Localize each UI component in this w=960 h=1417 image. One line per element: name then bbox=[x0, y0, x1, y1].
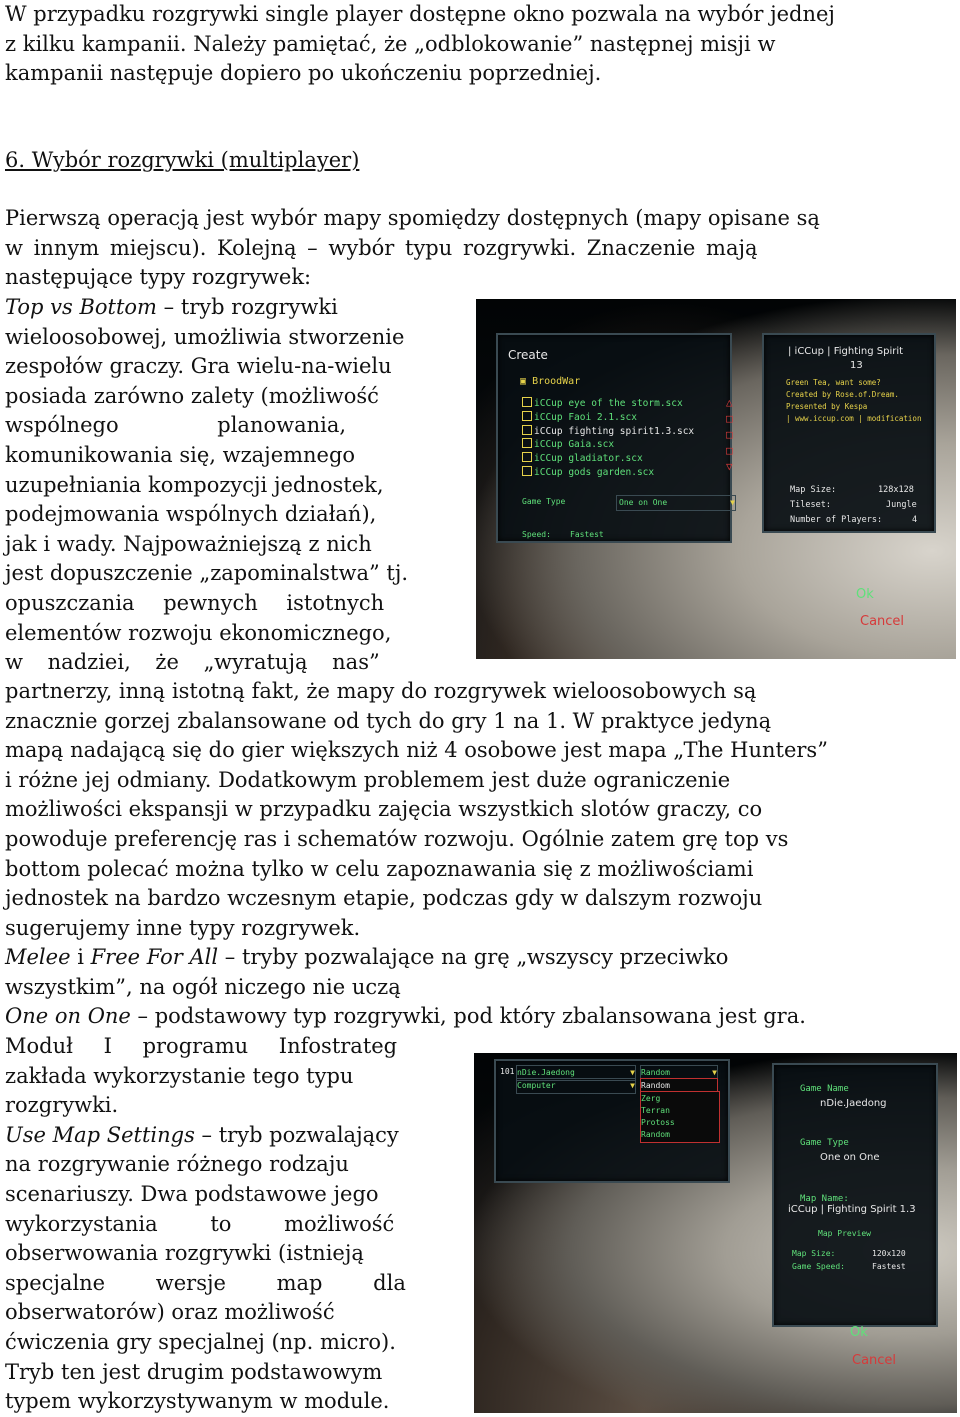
intro-line: z kilku kampanii. Należy pamiętać, że „odblokowanie” następnej misji w bbox=[5, 31, 776, 56]
list-item[interactable]: Protoss bbox=[641, 1118, 675, 1127]
list-item[interactable]: iCCup gods garden.scx bbox=[522, 466, 694, 480]
list-item[interactable]: iCCup gladiator.scx bbox=[522, 452, 694, 466]
map-info-title: | iCCup | Fighting Spirit bbox=[788, 346, 904, 357]
scroll-up-icon: △ bbox=[726, 396, 733, 409]
folder-broodwar[interactable]: ▣ BroodWar bbox=[520, 376, 581, 387]
list-item[interactable]: Random bbox=[641, 1130, 670, 1139]
map-info-description: Green Tea, want some? Created by Rose.of.Dream. Presented by Kespa | www.iccup.com | modification bbox=[786, 378, 922, 423]
ok-button[interactable]: Ok bbox=[856, 587, 874, 602]
create-title: Create bbox=[508, 348, 548, 362]
game-name: nDie.Jaedong bbox=[820, 1098, 887, 1109]
melee-paragraph: Melee i Free For All – tryby pozwalające na grę „wszyscy przeciwko wszystkim”, na ogół niczego nie uczą One on One – podstawowy typ rozgrywki, pod który zbalansowana jest gra. bbox=[5, 945, 806, 1029]
computer-slot-select[interactable]: Computer ▼ bbox=[516, 1078, 636, 1094]
map-info-number: 13 bbox=[850, 360, 863, 371]
game-type-label: Game Type bbox=[522, 497, 566, 506]
top-vs-bottom-continuation: partnerzy, inną istotną fakt, że mapy do rozgrywek wieloosobowych są znacznie gorzej zbalansowane od tych do gry 1 na 1. W praktyce jedyną mapą nadającą się do gier większych niż 4 osobowe jest mapa „The Hunters” i różne jej odmiany. Dodatkowym problemem jest duże ograniczenie możliwości ekspansji w przypadku zajęcia wszystkich slotów graczy, co powoduje preferencję ras i schematów rozwoju. Ogólnie zatem grę top vs bottom polecać można tylko w celu zapoznawania się z możliwościami jednostek na bardzo wczesnym etapie, podczas gdy w dalszym rozwoju sugerujemy inne typy rozgrywek. bbox=[5, 679, 828, 940]
para1: Pierwszą operacją jest wybór mapy spomiędzy dostępnych (mapy opisane są w innym miejscu). Kolejną – wybór typu rozgrywki. Znaczenie mają następujące typy rozgrywek: bbox=[5, 206, 820, 290]
speed-value[interactable]: Fastest bbox=[570, 530, 604, 539]
term-free-for-all: Free For All bbox=[90, 945, 219, 969]
cancel-button[interactable]: Cancel bbox=[860, 614, 905, 629]
map-name-label: Map Name: bbox=[800, 1194, 849, 1204]
speed-label: Speed: bbox=[522, 530, 551, 539]
cancel-button[interactable]: Cancel bbox=[852, 1353, 897, 1368]
race-select-2[interactable]: Random bbox=[640, 1078, 718, 1094]
map-name: iCCup | Fighting Spirit 1.3 bbox=[788, 1204, 916, 1215]
list-item[interactable]: Terran bbox=[641, 1106, 670, 1115]
list-item[interactable]: iCCup eye of the storm.scx bbox=[522, 397, 694, 411]
term-use-map-settings: Use Map Settings bbox=[5, 1122, 195, 1147]
map-file-list[interactable] bbox=[522, 397, 694, 480]
chevron-down-icon: ▼ bbox=[630, 1068, 635, 1077]
chevron-down-icon: ▼ bbox=[630, 1081, 635, 1090]
map-stats: Map Size: 120x120 Game Speed: Fastest bbox=[792, 1249, 906, 1271]
folder-icon: ▣ bbox=[520, 376, 527, 387]
list-item[interactable]: iCCup Faoi 2.1.scx bbox=[522, 411, 694, 425]
race-select-1[interactable]: Random ▼ bbox=[640, 1065, 718, 1081]
term-one-on-one: One on One bbox=[5, 1004, 131, 1029]
term-melee: Melee bbox=[5, 945, 71, 969]
ok-button[interactable]: Ok bbox=[850, 1325, 868, 1340]
intro-paragraph bbox=[5, 0, 955, 89]
race-dropdown[interactable] bbox=[640, 1091, 720, 1143]
screenshot-game-lobby bbox=[474, 1053, 957, 1413]
list-item[interactable]: Zerg bbox=[641, 1094, 661, 1103]
intro-line: kampanii następuje dopiero po ukończeniu poprzedniej. bbox=[5, 61, 602, 86]
term-top-vs-bottom: Top vs Bottom bbox=[5, 295, 157, 319]
chevron-down-icon: ▼ bbox=[730, 498, 735, 507]
game-name-label: Game Name bbox=[800, 1084, 849, 1094]
one-on-one-paragraph: Moduł I programu Infostrateg zakłada wykorzystanie tego typu rozgrywki. Use Map Settings – tryb pozwalający na rozgrywanie różnego rodzaju scenariuszy. Dwa podstawowe jego wykorzystania to możliwość obserwowania rozgrywki (istnieją specjalne wersje map dla obserwatorów) oraz możliwość ćwiczenia gry specjalnej (np. micro). Tryb ten jest drugim podstawowym typem wykorzystywanym w module. bbox=[5, 1034, 406, 1414]
map-preview-label: Map Preview bbox=[818, 1229, 871, 1238]
player-slot-select[interactable]: nDie.Jaedong ▼ bbox=[516, 1065, 636, 1081]
game-type-label: Game Type bbox=[800, 1138, 849, 1148]
slot-number: 101 bbox=[500, 1067, 515, 1076]
list-item[interactable]: iCCup Gaia.scx bbox=[522, 438, 694, 452]
section-heading: 6. Wybór rozgrywki (multiplayer) bbox=[5, 148, 360, 172]
screenshot-create-game bbox=[476, 299, 956, 659]
map-stats: Map Size: 128x128 Tileset: Jungle Number of Players: 4 bbox=[790, 485, 918, 525]
game-type-select[interactable]: One on One ▼ bbox=[616, 495, 736, 511]
list-item[interactable]: iCCup fighting spirit1.3.scx bbox=[522, 425, 694, 439]
top-vs-bottom-paragraph: Top vs Bottom – tryb rozgrywki wieloosobowej, umożliwia stworzenie zespołów graczy. Gra wielu-na-wielu posiada zarówno zalety (możliwość wspólnego planowania, komunikowania się, wzajemnego uzupełniania kompozycji jednostek, podejmowania wspólnych działań), jak i wady. Najpoważniejszą z nich jest dopuszczenie „zapominalstwa” tj. opuszczania pewnych istotnych elementów rozwoju ekonomicznego, w nadziei, że „wyratują nas” bbox=[5, 295, 409, 675]
scroll-down-icon: ▽ bbox=[726, 460, 733, 473]
chevron-down-icon: ▼ bbox=[712, 1068, 717, 1077]
intro-line: W przypadku rozgrywki single player dostępne okno pozwala na wybór jednej bbox=[5, 2, 835, 26]
game-type: One on One bbox=[820, 1152, 880, 1163]
scrollbar[interactable]: △ □ □ □ ▽ bbox=[726, 396, 733, 473]
